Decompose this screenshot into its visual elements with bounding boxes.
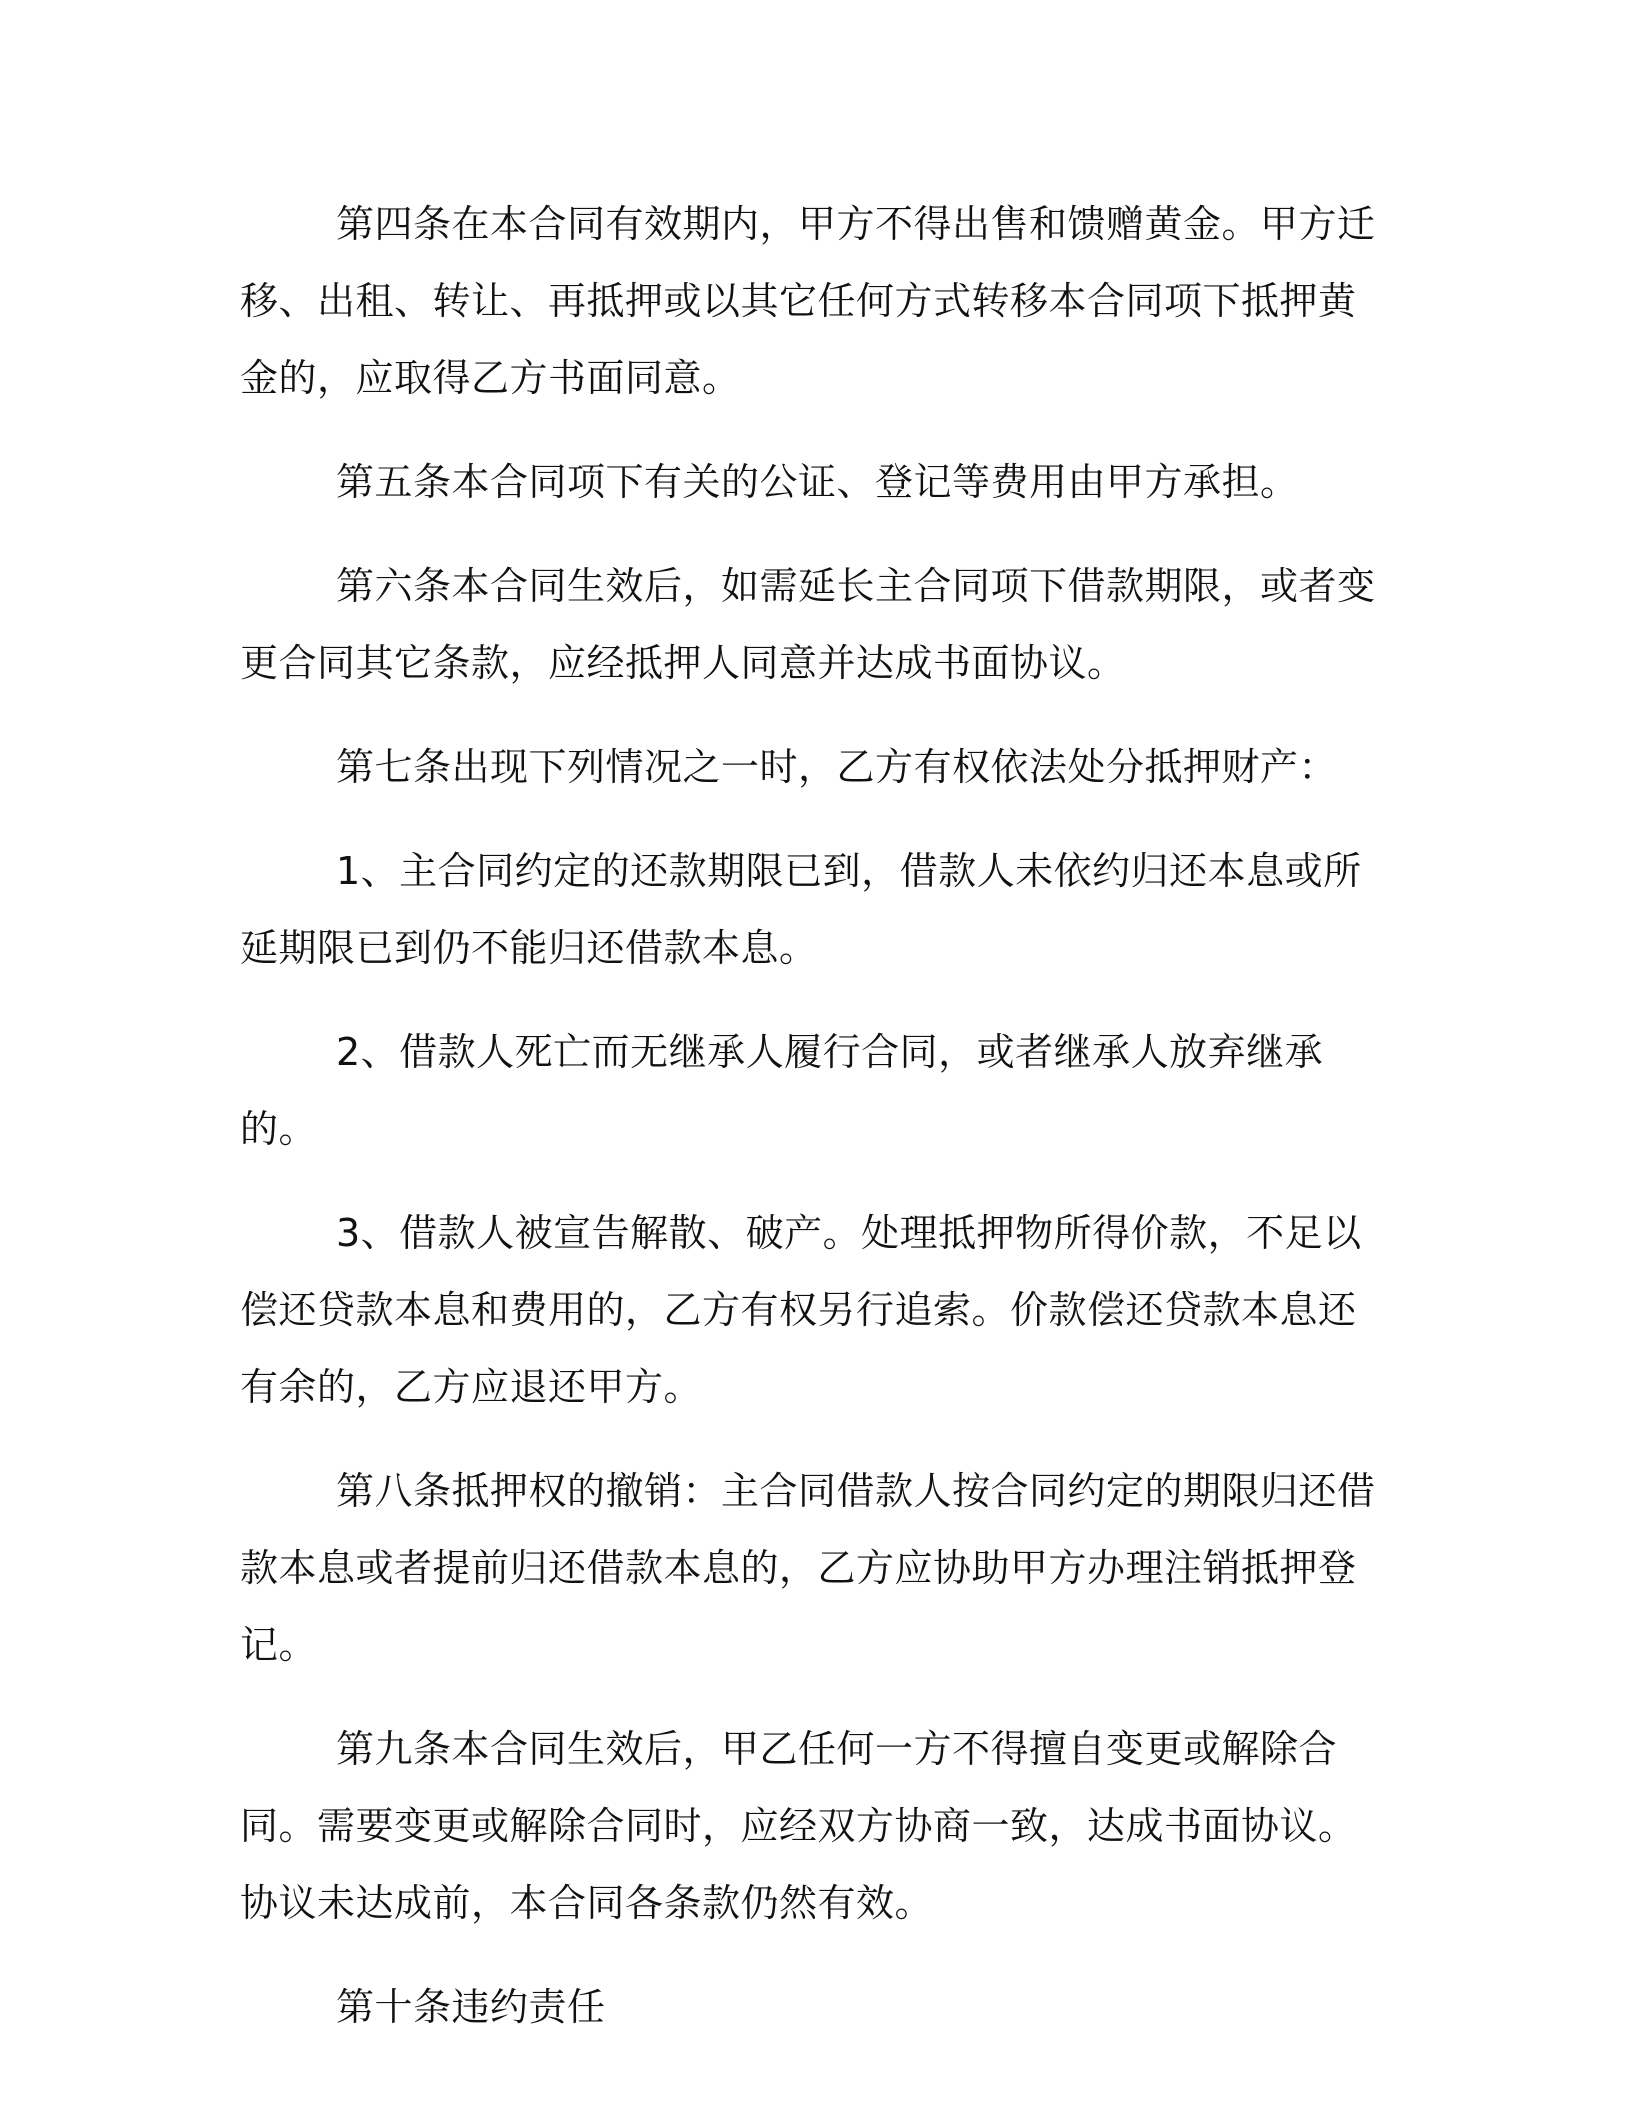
clause-7-item-1: 1、主合同约定的还款期限已到，借款人未依约归还本息或所延期限已到仍不能归还借款本息。 — [240, 849, 1362, 970]
clause-7-item-2: 2、借款人死亡而无继承人履行合同，或者继承人放弃继承的。 — [240, 1030, 1324, 1151]
clause-9-paragraph: 第九条本合同生效后，甲乙任何一方不得擅自变更或解除合同。需要变更或解除合同时，应经双方协商一致，达成书面协议。协议未达成前，本合同各条款仍然有效。 — [240, 1727, 1357, 1925]
document-body — [240, 186, 1390, 2073]
clause-6-paragraph: 第六条本合同生效后，如需延长主合同项下借款期限，或者变更合同其它条款，应经抵押人同意并达成书面协议。 — [240, 564, 1376, 685]
clause-10-heading: 第十条违约责任 — [336, 1985, 606, 2029]
clause-7-item-3: 3、借款人被宣告解散、破产。处理抵押物所得价款，不足以偿还贷款本息和费用的，乙方有权另行追索。价款偿还贷款本息还有余的，乙方应退还甲方。 — [240, 1211, 1362, 1409]
clause-7-paragraph: 第七条出现下列情况之一时，乙方有权依法处分抵押财产： — [336, 745, 1338, 789]
clause-5-paragraph: 第五条本合同项下有关的公证、登记等费用由甲方承担。 — [336, 460, 1299, 504]
clause-4-paragraph: 第四条在本合同有效期内，甲方不得出售和馈赠黄金。甲方迁移、出租、转让、再抵押或以其它任何方式转移本合同项下抵押黄金的，应取得乙方书面同意。 — [240, 202, 1376, 400]
clause-8-paragraph: 第八条抵押权的撤销：主合同借款人按合同约定的期限归还借款本息或者提前归还借款本息的，乙方应协助甲方办理注销抵押登记。 — [240, 1469, 1376, 1667]
